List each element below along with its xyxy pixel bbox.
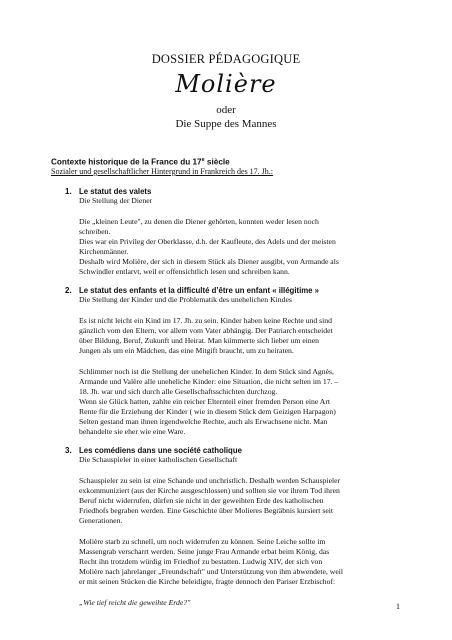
section-2-title: Le statut des enfants et la difficulté d’être un enfant « illégitime » — [79, 286, 320, 295]
section-2-line: über Bildung, Beruf, Zukunft und Heirat. Man kümmerte sich lieber um einen — [79, 336, 319, 345]
section-1-line: Die „kleinen Leute", zu denen die Diener gehörten, konnten weder lesen noch — [79, 217, 319, 226]
context-heading-sup: e — [201, 157, 205, 163]
section-3-line: Recht ihn trotzdem würdig im Friedhof zu bestatten. Ludwig XIV, der sich von — [79, 557, 323, 566]
page-number: 1 — [396, 602, 400, 611]
section-2-line: Jungen als um ein Mädchen, das eine Mitgift braucht, um zu heiraten. — [79, 346, 294, 355]
section-3-line: Massengrab verscharrt werden. Seine junge Frau Armande erbat beim König, das — [79, 547, 330, 556]
section-1-title: Le statut des valets — [79, 187, 152, 196]
section-1-line: Schwindler entlarvt, weil er offensichtlich lesen und schreiben kann. — [79, 267, 290, 276]
section-2-line: Armande und Valère alle uneheliche Kinder: eine Situation, die nicht selten im 17. – — [79, 377, 339, 386]
section-2-line: Rente für die Erziehung der Kinder ( wie in diesem Stück dem Geizigen Harpagon) — [79, 407, 336, 416]
section-2-line: gänzlich vom den Eltern, vor allem vom Vater abhängig. Der Patriarch entscheidet — [79, 326, 333, 335]
section-3-title: Les comédiens dans une société catholique — [79, 446, 242, 455]
section-3-quote: „Wie tief reicht die geweihte Erde?" — [79, 598, 191, 607]
section-3-line: Molière starb zu schnell, um noch widerrufen zu können. Seine Leiche sollte im — [79, 537, 326, 546]
section-2-line: Es ist nicht leicht ein Kind im 17. Jh. zu sein. Kinder haben keine Rechte und sind — [79, 316, 332, 325]
section-3-number: 3. — [65, 446, 72, 455]
section-1-number: 1. — [65, 187, 72, 196]
context-heading-end: siècle — [204, 157, 230, 167]
section-1-line: schreiben. — [79, 227, 111, 236]
context-heading — [51, 157, 230, 167]
section-3-line: Die Schauspieler in einer katholischen Gesellschaft — [79, 455, 238, 464]
section-3-line: er mit seinen Stücken die Kirche beleidigte, fragte dennoch den Pariser Erzbischof: — [79, 577, 336, 586]
section-1-line: Die Stellung der Diener — [79, 196, 153, 205]
title-connector: oder — [216, 104, 236, 116]
context-heading-main: Contexte historique de la France du 17 — [51, 157, 202, 167]
section-2-number: 2. — [65, 286, 72, 295]
section-3-line: Molière nach jahrelanger „Freundschaft" und Unterstützung von ihm abwendete, weil — [79, 567, 343, 576]
section-1-line: Deshalb wird Molière, der sich in diesem Stück als Diener ausgibt, von Armande als — [79, 257, 339, 266]
play-subtitle: Die Suppe des Mannes — [175, 118, 277, 130]
section-3-line: Beruf nicht widerrufen, dürfen sie nicht in der geweihten Erde des katholischen — [79, 496, 324, 505]
section-2-line: Die Stellung der Kinder und die Problematik des unehelichen Kindes — [79, 295, 292, 304]
section-2-line: Wenn sie Glück hatten, zahlte ein reicher Elternteil einer fremden Person eine Art — [79, 397, 331, 406]
section-2-line: 18. Jh. war und sich durch alle Gesellschaftsschichten durchzog. — [79, 387, 278, 396]
section-3-line: exkommuniziert (aus der Kirche ausgeschlossen) und sollten sie vor ihrem Tod ihren — [79, 486, 340, 495]
section-2-line: Schlimmer noch ist die Stellung der unehelichen Kinder. In dem Stück sind Agnès, — [79, 367, 334, 376]
play-title: Molière — [175, 70, 277, 98]
section-1-line: Kirchenmänner. — [79, 247, 129, 256]
section-1-line: Dies war ein Privileg der Oberklasse, d.h. der Kaufleute, des Adels und der meisten — [79, 237, 336, 246]
context-subheading: Sozialer und gesellschaftlicher Hintergrund in Frankreich des 17. Jh.: — [51, 167, 274, 176]
section-2-line: Selten gestand man ihnen irgendwelche Rechte, auch als Erwachsene nicht. Man — [79, 417, 328, 426]
section-2-line: behandelte sie eher wie eine Ware. — [79, 427, 186, 436]
dossier-heading: DOSSIER PÉDAGOGIQUE — [151, 52, 301, 66]
section-3-line: Friedhofs begraben werden. Eine Geschichte über Molieres Begräbnis kursiert seit — [79, 506, 334, 515]
section-3-line: Schauspieler zu sein ist eine Schande und unchristlich. Deshalb werden Schauspieler — [79, 476, 341, 485]
section-3-line: Generationen. — [79, 516, 123, 525]
